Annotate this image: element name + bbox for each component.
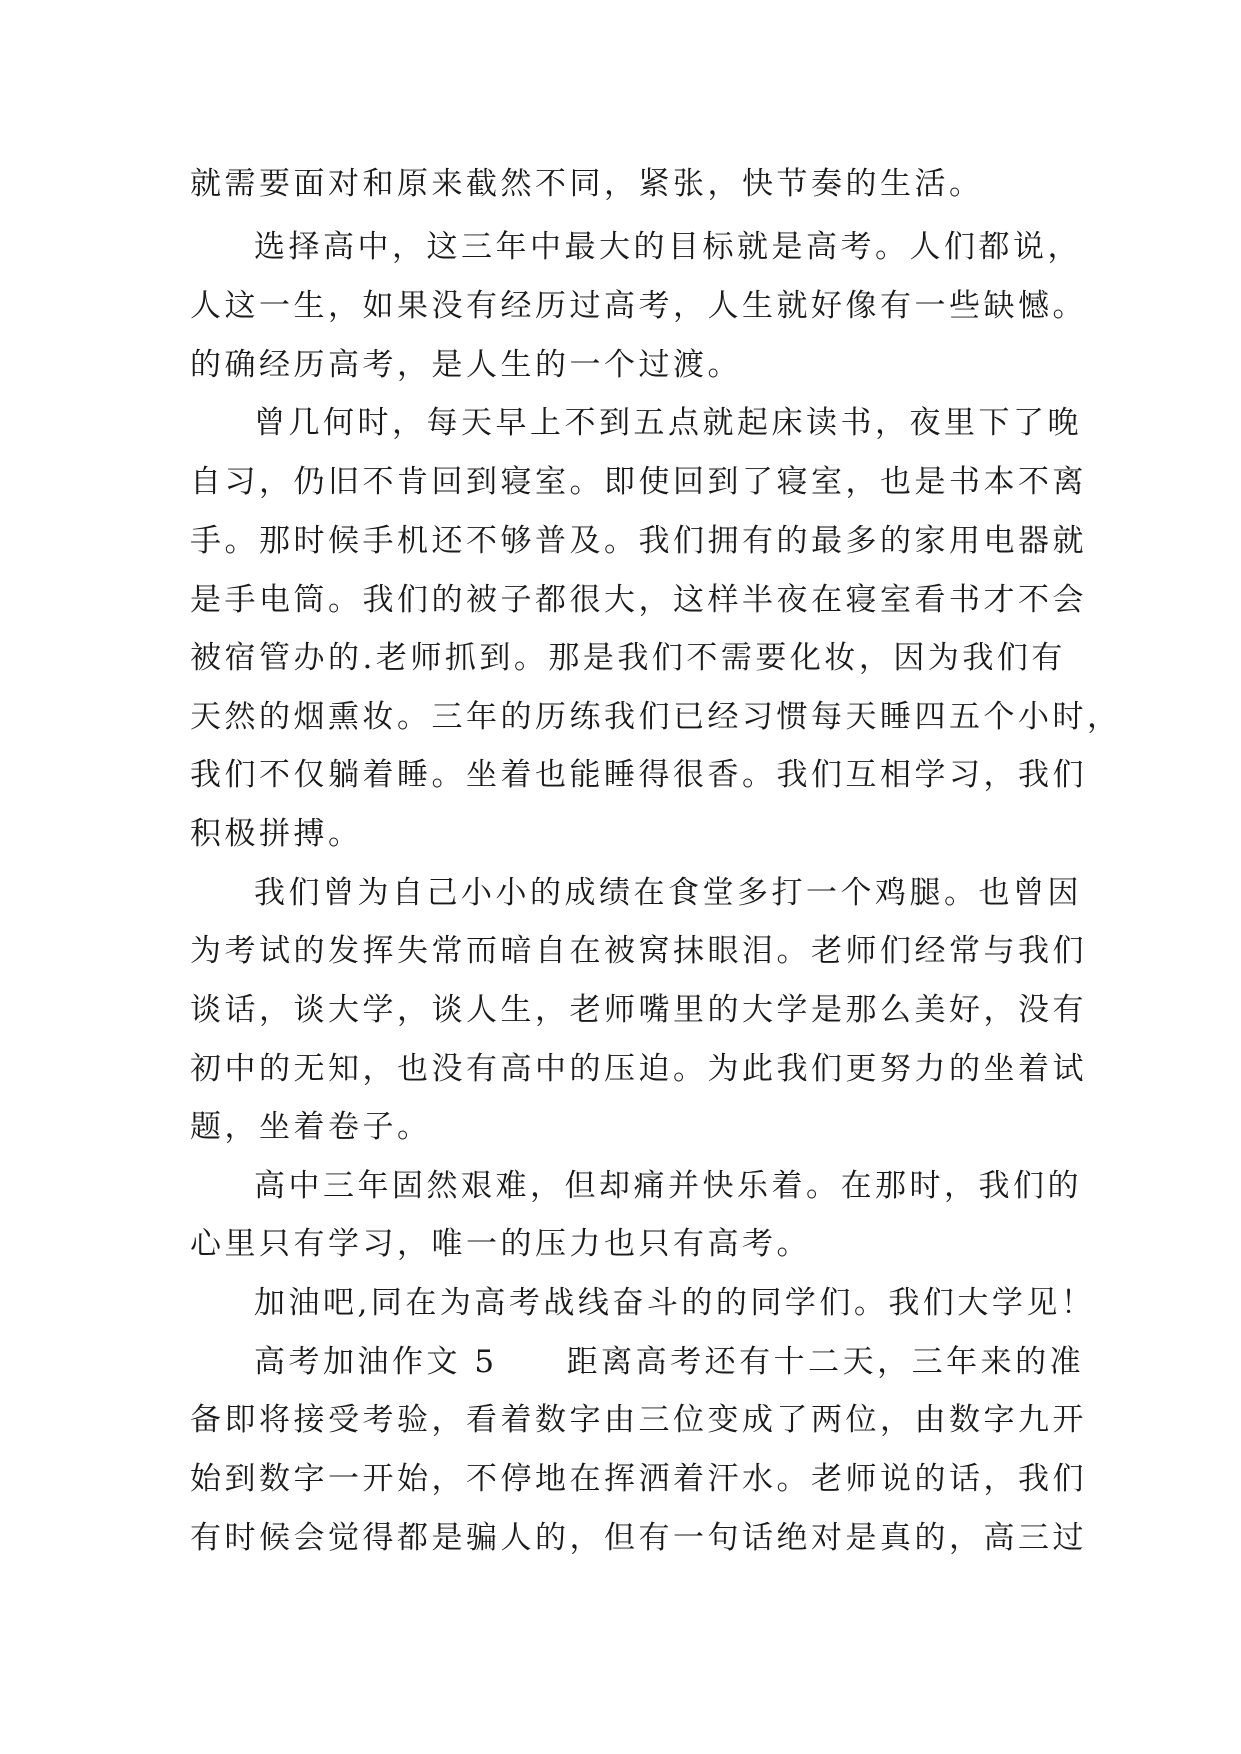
text-line: 谈话，谈大学，谈人生，老师嘴里的大学是那么美好，没有 <box>190 992 1087 1028</box>
text-line: 的确经历高考，是人生的一个过渡。 <box>190 347 742 383</box>
text-line: 始到数字一开始，不停地在挥洒着汗水。老师说的话，我们 <box>190 1461 1087 1497</box>
paragraph-first-line: 加油吧,同在为高考战线奋斗的的同学们。我们大学见！ <box>254 1285 1096 1321</box>
text-line: 我们不仅躺着睡。坐着也能睡得很香。我们互相学习，我们 <box>190 757 1087 793</box>
text-line: 天然的烟熏妆。三年的历练我们已经习惯每天睡四五个小时， <box>190 699 1122 735</box>
text-line: 积极拼搏。 <box>190 816 363 852</box>
text-line: 为考试的发挥失常而暗自在被窝抹眼泪。老师们经常与我们 <box>190 933 1087 969</box>
text-line: 备即将接受考验，看着数字由三位变成了两位，由数字九开 <box>190 1402 1087 1438</box>
section-heading-line: 高考加油作文 5 距离高考还有十二天，三年来的准 <box>254 1344 1085 1380</box>
text-line: 题，坐着卷子。 <box>190 1109 432 1145</box>
text-line: 心里只有学习，唯一的压力也只有高考。 <box>190 1226 811 1262</box>
text-line: 是手电筒。我们的被子都很大，这样半夜在寝室看书才不会 <box>190 582 1087 618</box>
paragraph-first-line: 选择高中，这三年中最大的目标就是高考。人们都说， <box>254 229 1082 265</box>
text-line: 初中的无知，也没有高中的压迫。为此我们更努力的坐着试 <box>190 1051 1087 1087</box>
paragraph-first-line: 曾几何时，每天早上不到五点就起床读书，夜里下了晚 <box>254 405 1082 441</box>
text-line: 被宿管办的.老师抓到。那是我们不需要化妆，因为我们有 <box>190 640 1066 676</box>
text-line: 就需要面对和原来截然不同，紧张，快节奏的生活。 <box>190 166 984 202</box>
text-line: 自习，仍旧不肯回到寝室。即使回到了寝室，也是书本不离 <box>190 464 1087 500</box>
text-line: 人这一生，如果没有经历过高考，人生就好像有一些缺憾。 <box>190 288 1087 324</box>
paragraph-first-line: 高中三年固然艰难，但却痛并快乐着。在那时，我们的 <box>254 1168 1082 1204</box>
paragraph-first-line: 我们曾为自己小小的成绩在食堂多打一个鸡腿。也曾因 <box>254 875 1082 911</box>
text-line: 有时候会觉得都是骗人的，但有一句话绝对是真的，高三过 <box>190 1520 1087 1556</box>
text-line: 手。那时候手机还不够普及。我们拥有的最多的家用电器就 <box>190 523 1087 559</box>
